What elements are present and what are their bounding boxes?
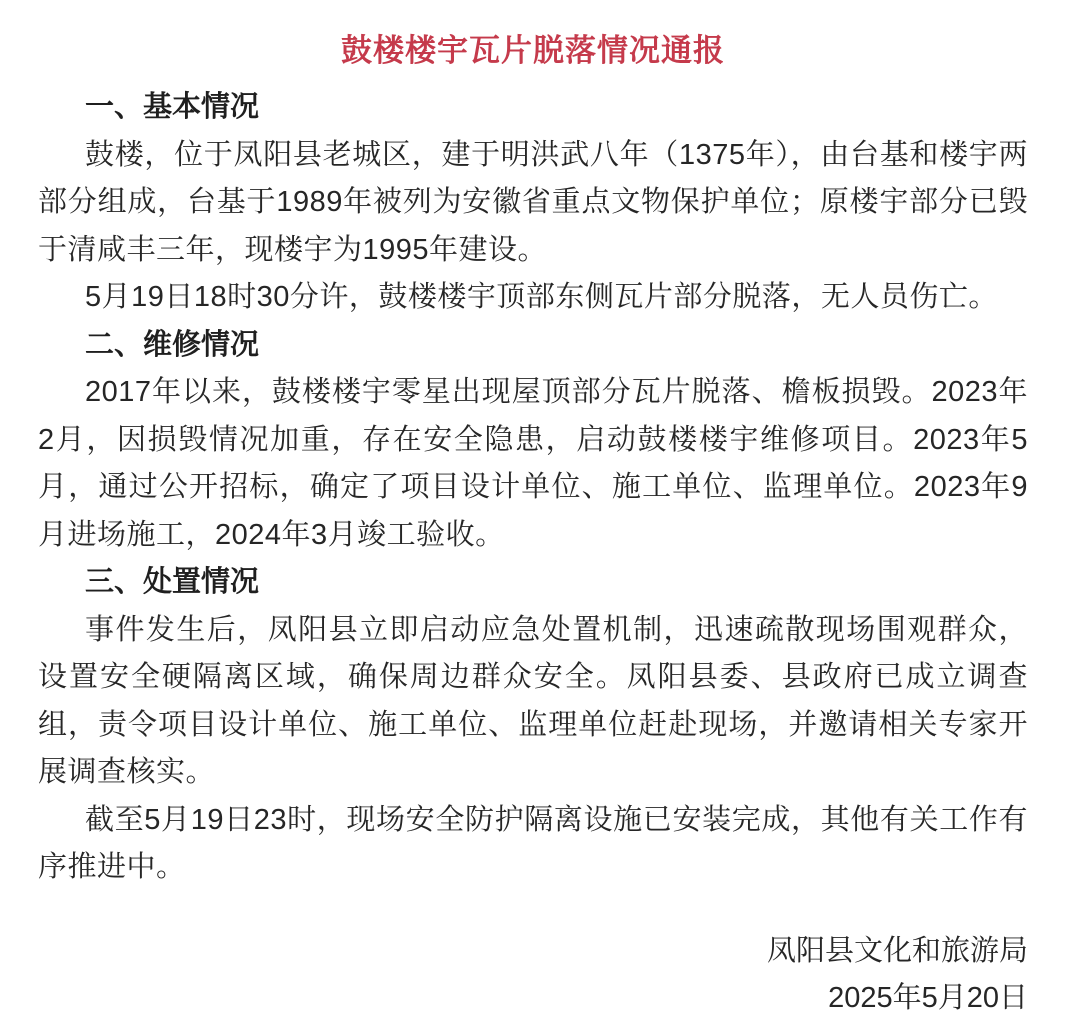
paragraph-basic-1: 鼓楼，位于凤阳县老城区，建于明洪武八年（1375年），由台基和楼宇两部分组成，台基于1989年被列为安徽省重点文物保护单位；原楼宇部分已毁于清咸丰三年，现楼宇为1995年建设。 (38, 138, 1028, 266)
paragraph-repair-1: 2017年以来，鼓楼楼宇零星出现屋顶部分瓦片脱落、檐板损毁。2023年2月，因损毁情况加重，存在安全隐患，启动鼓楼楼宇维修项目。2023年5月，通过公开招标，确定了项目设计单位、施工单位、监理单位。2023年9月进场施工，2024年3月竣工验收。 (38, 376, 1028, 551)
document-title: 鼓楼楼宇瓦片脱落情况通报 (341, 33, 725, 68)
paragraph-handling-2: 截至5月19日23时，现场安全防护隔离设施已安装完成，其他有关工作有序推进中。 (38, 803, 1028, 883)
section-heading-repair-situation: 二、维修情况 (85, 328, 260, 361)
section-heading-basic-situation: 一、基本情况 (85, 91, 260, 123)
signature-date: 2025年5月20日 (828, 981, 1028, 1014)
signature-block (38, 928, 1028, 1022)
paragraph-handling-1: 事件发生后，凤阳县立即启动应急处置机制，迅速疏散现场围观群众，设置安全硬隔离区域，确保周边群众安全。凤阳县委、县政府已成立调查组，责令项目设计单位、施工单位、监理单位赶赴现场，并邀请相关专家开展调查核实。 (38, 613, 1028, 788)
paragraph-basic-2: 5月19日18时30分许，鼓楼楼宇顶部东侧瓦片部分脱落，无人员伤亡。 (85, 281, 998, 313)
section-heading-handling-situation: 三、处置情况 (85, 566, 260, 598)
signature-organization: 凤阳县文化和旅游局 (766, 934, 1028, 967)
